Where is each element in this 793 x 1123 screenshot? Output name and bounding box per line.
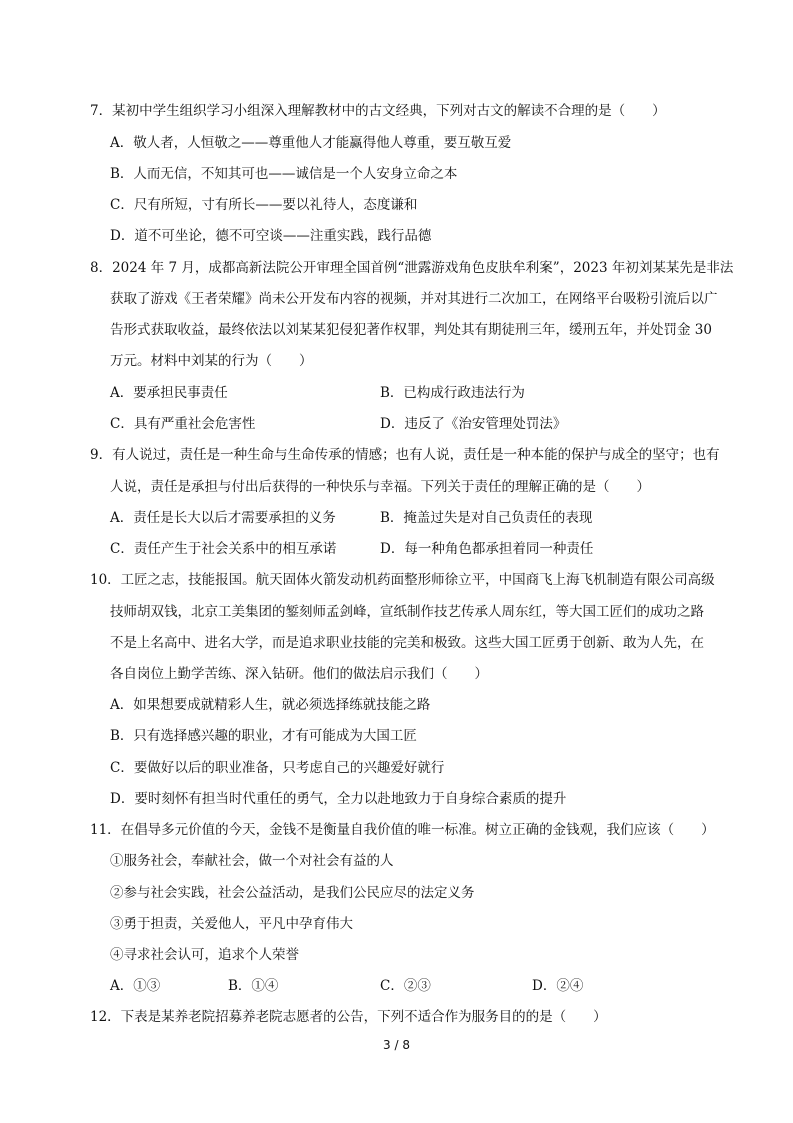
q7-option-a: A．敬人者，人恒敬之——尊重他人才能赢得他人尊重，要互敬互爱	[110, 135, 512, 151]
q9-option-a: A．责任是长大以后才需要承担的义务	[110, 510, 336, 526]
q11-option-c: C．②③	[380, 978, 431, 994]
q9-option-d: D．每一种角色都承担着同一种责任	[380, 541, 594, 557]
q8-option-a: A．要承担民事责任	[110, 385, 228, 401]
q11-stem: 11．在倡导多元价值的今天，金钱不是衡量自我价值的唯一标准。树立正确的金钱观，我们应该（ ）	[90, 822, 715, 838]
q8-stem-line-2: 获取了游戏《王者荣耀》尚未公开发布内容的视频，并对其进行二次加工，在网络平台吸粉引流后以广	[110, 291, 718, 307]
q10-stem-line-3: 不是上名高中、进名大学，而是追求职业技能的完美和极致。这些大国工匠勇于创新、敢为人先，在	[110, 635, 704, 651]
q8-option-c: C．具有严重社会危害性	[110, 416, 256, 432]
q8-option-b: B．已构成行政违法行为	[380, 385, 525, 401]
q11-option-b: B．①④	[228, 978, 279, 994]
page-number: 3 / 8	[383, 1038, 410, 1052]
q11-option-d: D．②④	[532, 978, 584, 994]
q9-option-c: C．责任产生于社会关系中的相互承诺	[110, 541, 337, 557]
q11-item-1: ①服务社会，奉献社会，做一个对社会有益的人	[110, 853, 394, 869]
q10-stem-line-4: 各自岗位上勤学苦练、深入钻研。他们的做法启示我们（ ）	[110, 666, 488, 682]
q7-option-c: C．尺有所短，寸有所长——要以礼待人，态度谦和	[110, 197, 418, 213]
q8-stem-line-3: 告形式获取收益，最终依法以刘某某犯侵犯著作权罪，判处其有期徒刑三年，缓刑五年，并处罚金 30	[110, 322, 712, 338]
q12-stem: 12．下表是某养老院招募养老院志愿者的公告，下列不适合作为服务目的的是（ ）	[90, 1009, 607, 1025]
q8-option-d: D．违反了《治安管理处罚法》	[380, 416, 567, 432]
q10-option-a: A．如果想要成就精彩人生，就必须选择练就技能之路	[110, 697, 431, 713]
q11-option-a: A．①③	[110, 978, 161, 994]
q11-item-4: ④寻求社会认可，追求个人荣誉	[110, 947, 299, 963]
q7-option-b: B．人而无信，不知其可也——诚信是一个人安身立命之本	[110, 166, 458, 182]
q9-stem-line-1: 9．有人说过，责任是一种生命与生命传承的情感；也有人说，责任是一种本能的保护与成全的坚守；也有	[90, 447, 720, 463]
q7-stem: 7．某初中学生组织学习小组深入理解教材中的古文经典，下列对古文的解读不合理的是（ ）	[90, 103, 666, 119]
q9-stem-line-2: 人说，责任是承担与付出后获得的一种快乐与幸福。下列关于责任的理解正确的是（ ）	[110, 479, 650, 495]
q10-option-b: B．只有选择感兴趣的职业，才有可能成为大国工匠	[110, 728, 417, 744]
q10-stem-line-2: 技师胡双钱，北京工美集团的錾刻师孟剑峰，宣纸制作技艺传承人周东红，等大国工匠们的成功之路	[110, 604, 704, 620]
q7-option-d: D．道不可坐论，德不可空谈——注重实践，践行品德	[110, 228, 432, 244]
q8-stem-line-1: 8．2024 年 7 月，成都高新法院公开审理全国首例“泄露游戏角色皮肤牟利案”，2023 年初刘某某先是非法	[90, 260, 734, 276]
q8-stem-line-4: 万元。材料中刘某的行为（ ）	[110, 353, 313, 369]
q9-option-b: B．掩盖过失是对自己负责任的表现	[380, 510, 593, 526]
q11-item-2: ②参与社会实践，社会公益活动，是我们公民应尽的法定义务	[110, 885, 475, 901]
q10-option-c: C．要做好以后的职业准备，只考虑自己的兴趣爱好就行	[110, 760, 445, 776]
q10-stem-line-1: 10．工匠之志，技能报国。航天固体火箭发动机药面整形师徐立平，中国商飞上海飞机制造有限公司高级	[90, 572, 715, 588]
q11-item-3: ③勇于担责，关爱他人，平凡中孕育伟大	[110, 916, 353, 932]
q10-option-d: D．要时刻怀有担当时代重任的勇气，全力以赴地致力于自身综合素质的提升	[110, 791, 567, 807]
